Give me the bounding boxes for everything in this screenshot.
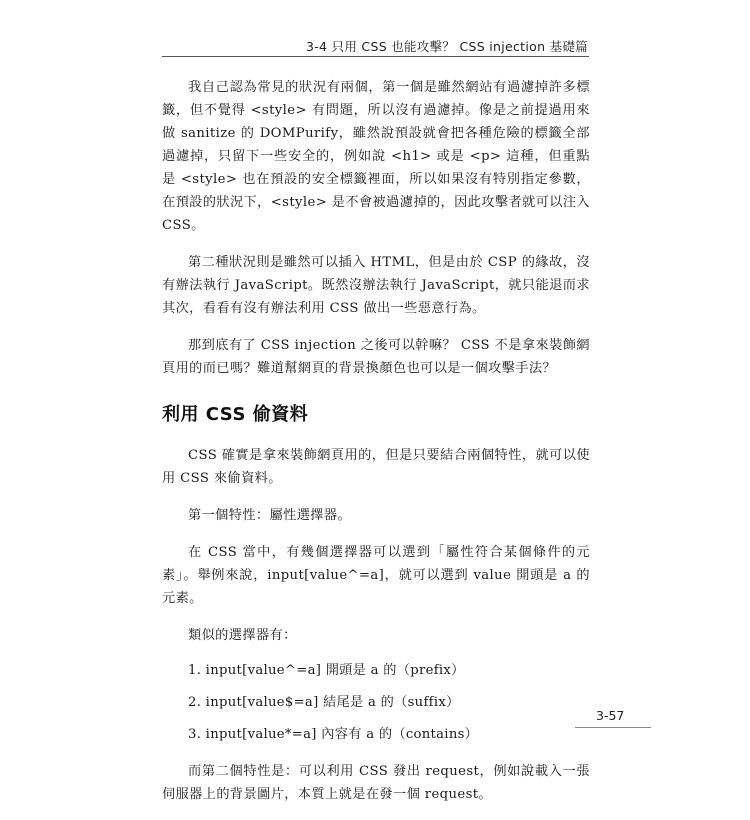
body-paragraph: 而第二個特性是：可以利用 CSS 發出 request，例如說載入一張伺服器上的背景圖片，本質上就是在發一個 request。 — [162, 764, 590, 802]
list-item: 1. input[value^=a] 開頭是 a 的（prefix） — [188, 663, 465, 678]
section-heading: 利用 CSS 偷資料 — [162, 404, 309, 425]
body-paragraph: 第二種狀況則是雖然可以插入 HTML，但是由於 CSP 的緣故，沒有辦法執行 JavaScript。既然沒辦法執行 JavaScript，就只能退而求其次，看看有沒有辦法利用 CSS 做出一些惡意行為。 — [162, 255, 590, 316]
list-item: 3. input[value*=a] 內容有 a 的（contains） — [188, 727, 479, 742]
page-number: 3-57 — [596, 708, 625, 723]
page-body — [162, 76, 590, 820]
list-item: 2. input[value$=a] 結尾是 a 的（suffix） — [188, 695, 460, 710]
body-paragraph: 類似的選擇器有： — [188, 628, 297, 643]
body-paragraph: 在 CSS 當中，有幾個選擇器可以選到「屬性符合某個條件的元素」。舉例來說，input[value^=a]，就可以選到 value 開頭是 a 的元素。 — [162, 545, 590, 606]
body-paragraph: 第一個特性：屬性選擇器。 — [188, 508, 352, 523]
body-paragraph: 那到底有了 CSS injection 之後可以幹嘛？ CSS 不是拿來裝飾網頁用的而已嗎？難道幫網頁的背景換顏色也可以是一個攻擊手法？ — [162, 338, 590, 376]
header-divider — [162, 56, 589, 57]
footer-divider — [575, 727, 651, 728]
running-header: 3-4 只用 CSS 也能攻擊？ CSS injection 基礎篇 — [305, 39, 588, 54]
body-paragraph: CSS 確實是拿來裝飾網頁用的，但是只要結合兩個特性，就可以使用 CSS 來偷資料。 — [162, 448, 590, 486]
body-paragraph: 我自己認為常見的狀況有兩個，第一個是雖然網站有過濾掉許多標籤，但不覺得 <style> 有問題，所以沒有過濾掉。像是之前提過用來做 sanitize 的 DOMPurify，雖然說預設就會把各種危險的標籤全部過濾掉，只留下一些安全的，例如說 <h1> 或是 <p> 這種，但重點是 <style> 也在預設的安全標籤裡面，所以如果沒有特別指定參數，在預設的狀況下，<style> 是不會被過濾掉的，因此攻擊者就可以注入 CSS。 — [162, 80, 590, 233]
